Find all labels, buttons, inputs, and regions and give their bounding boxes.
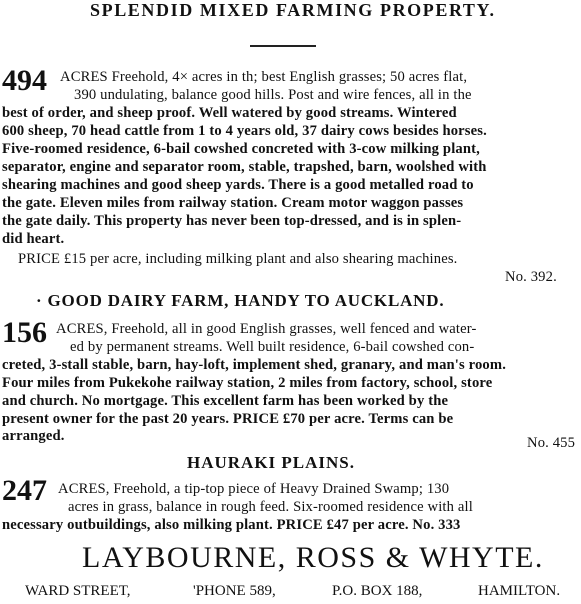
acres-number-156: 156 bbox=[2, 316, 47, 349]
address-street: WARD STREET, bbox=[25, 583, 131, 599]
listing1-price: PRICE £15 per acre, including milking plant and also shearing machines. bbox=[18, 251, 458, 267]
listing1-line: shearing machines and good sheep yards. There is a good metalled road to bbox=[2, 177, 474, 193]
listing2-line: Four miles from Pukekohe railway station, 2 miles from factory, school, store bbox=[2, 375, 493, 391]
heading-main: SPLENDID MIXED FARMING PROPERTY. bbox=[90, 0, 496, 20]
listing2-ref: No. 455 bbox=[527, 435, 576, 451]
listing3-line: ACRES, Freehold, a tip-top piece of Heavy Drained Swamp; 130 bbox=[58, 481, 450, 497]
listing1-line: separator, engine and separator room, stable, trapshed, barn, woolshed with bbox=[2, 159, 487, 175]
address-phone: 'PHONE 589, bbox=[193, 583, 276, 599]
listing3-line: acres in grass, balance in rough feed. Six-roomed residence with all bbox=[68, 499, 473, 515]
heading-hauraki: HAURAKI PLAINS. bbox=[187, 453, 356, 472]
listing2-line: ed by permanent streams. Well built residence, 6-bail cowshed con- bbox=[70, 339, 475, 355]
listing3-line: necessary outbuildings, also milking plant. PRICE £47 per acre. No. 333 bbox=[2, 517, 461, 533]
heading-dairy-farm: · GOOD DAIRY FARM, HANDY TO AUCKLAND. bbox=[36, 291, 445, 310]
acres-number-247: 247 bbox=[2, 474, 47, 507]
heading-rule bbox=[250, 45, 316, 47]
listing2-line: ACRES, Freehold, all in good English grasses, well fenced and water- bbox=[56, 321, 477, 337]
listing2-line: present owner for the past 20 years. PRICE £70 per acre. Terms can be bbox=[2, 411, 454, 427]
firm-name: LAYBOURNE, ROSS & WHYTE. bbox=[82, 541, 544, 574]
listing2-line: arranged. bbox=[2, 428, 65, 444]
acres-number-494: 494 bbox=[2, 64, 47, 97]
listing1-line: 390 undulating, balance good hills. Post and wire fences, all in the bbox=[74, 87, 472, 103]
address-town: HAMILTON. bbox=[478, 583, 561, 599]
listing1-line: the gate daily. This property has never been top-dressed, and is in splen- bbox=[2, 213, 462, 229]
listing1-line: best of order, and sheep proof. Well watered by good streams. Wintered bbox=[2, 105, 457, 121]
listing1-line: Five-roomed residence, 6-bail cowshed concreted with 3-cow milking plant, bbox=[2, 141, 480, 157]
listing2-line: creted, 3-stall stable, barn, hay-loft, implement shed, granary, and man's room. bbox=[2, 357, 506, 373]
listing1-ref: No. 392. bbox=[505, 269, 557, 285]
listing1-line: ACRES Freehold, 4× acres in th; best English grasses; 50 acres flat, bbox=[60, 69, 468, 85]
listing1-line: did heart. bbox=[2, 231, 65, 247]
listing1-line: 600 sheep, 70 head cattle from 1 to 4 years old, 37 dairy cows besides horses. bbox=[2, 123, 487, 139]
listing1-line: the gate. Eleven miles from railway station. Cream motor waggon passes bbox=[2, 195, 464, 211]
address-pobox: P.O. BOX 188, bbox=[332, 583, 423, 599]
listing2-line: and church. No mortgage. This excellent farm has been worked by the bbox=[2, 393, 449, 409]
